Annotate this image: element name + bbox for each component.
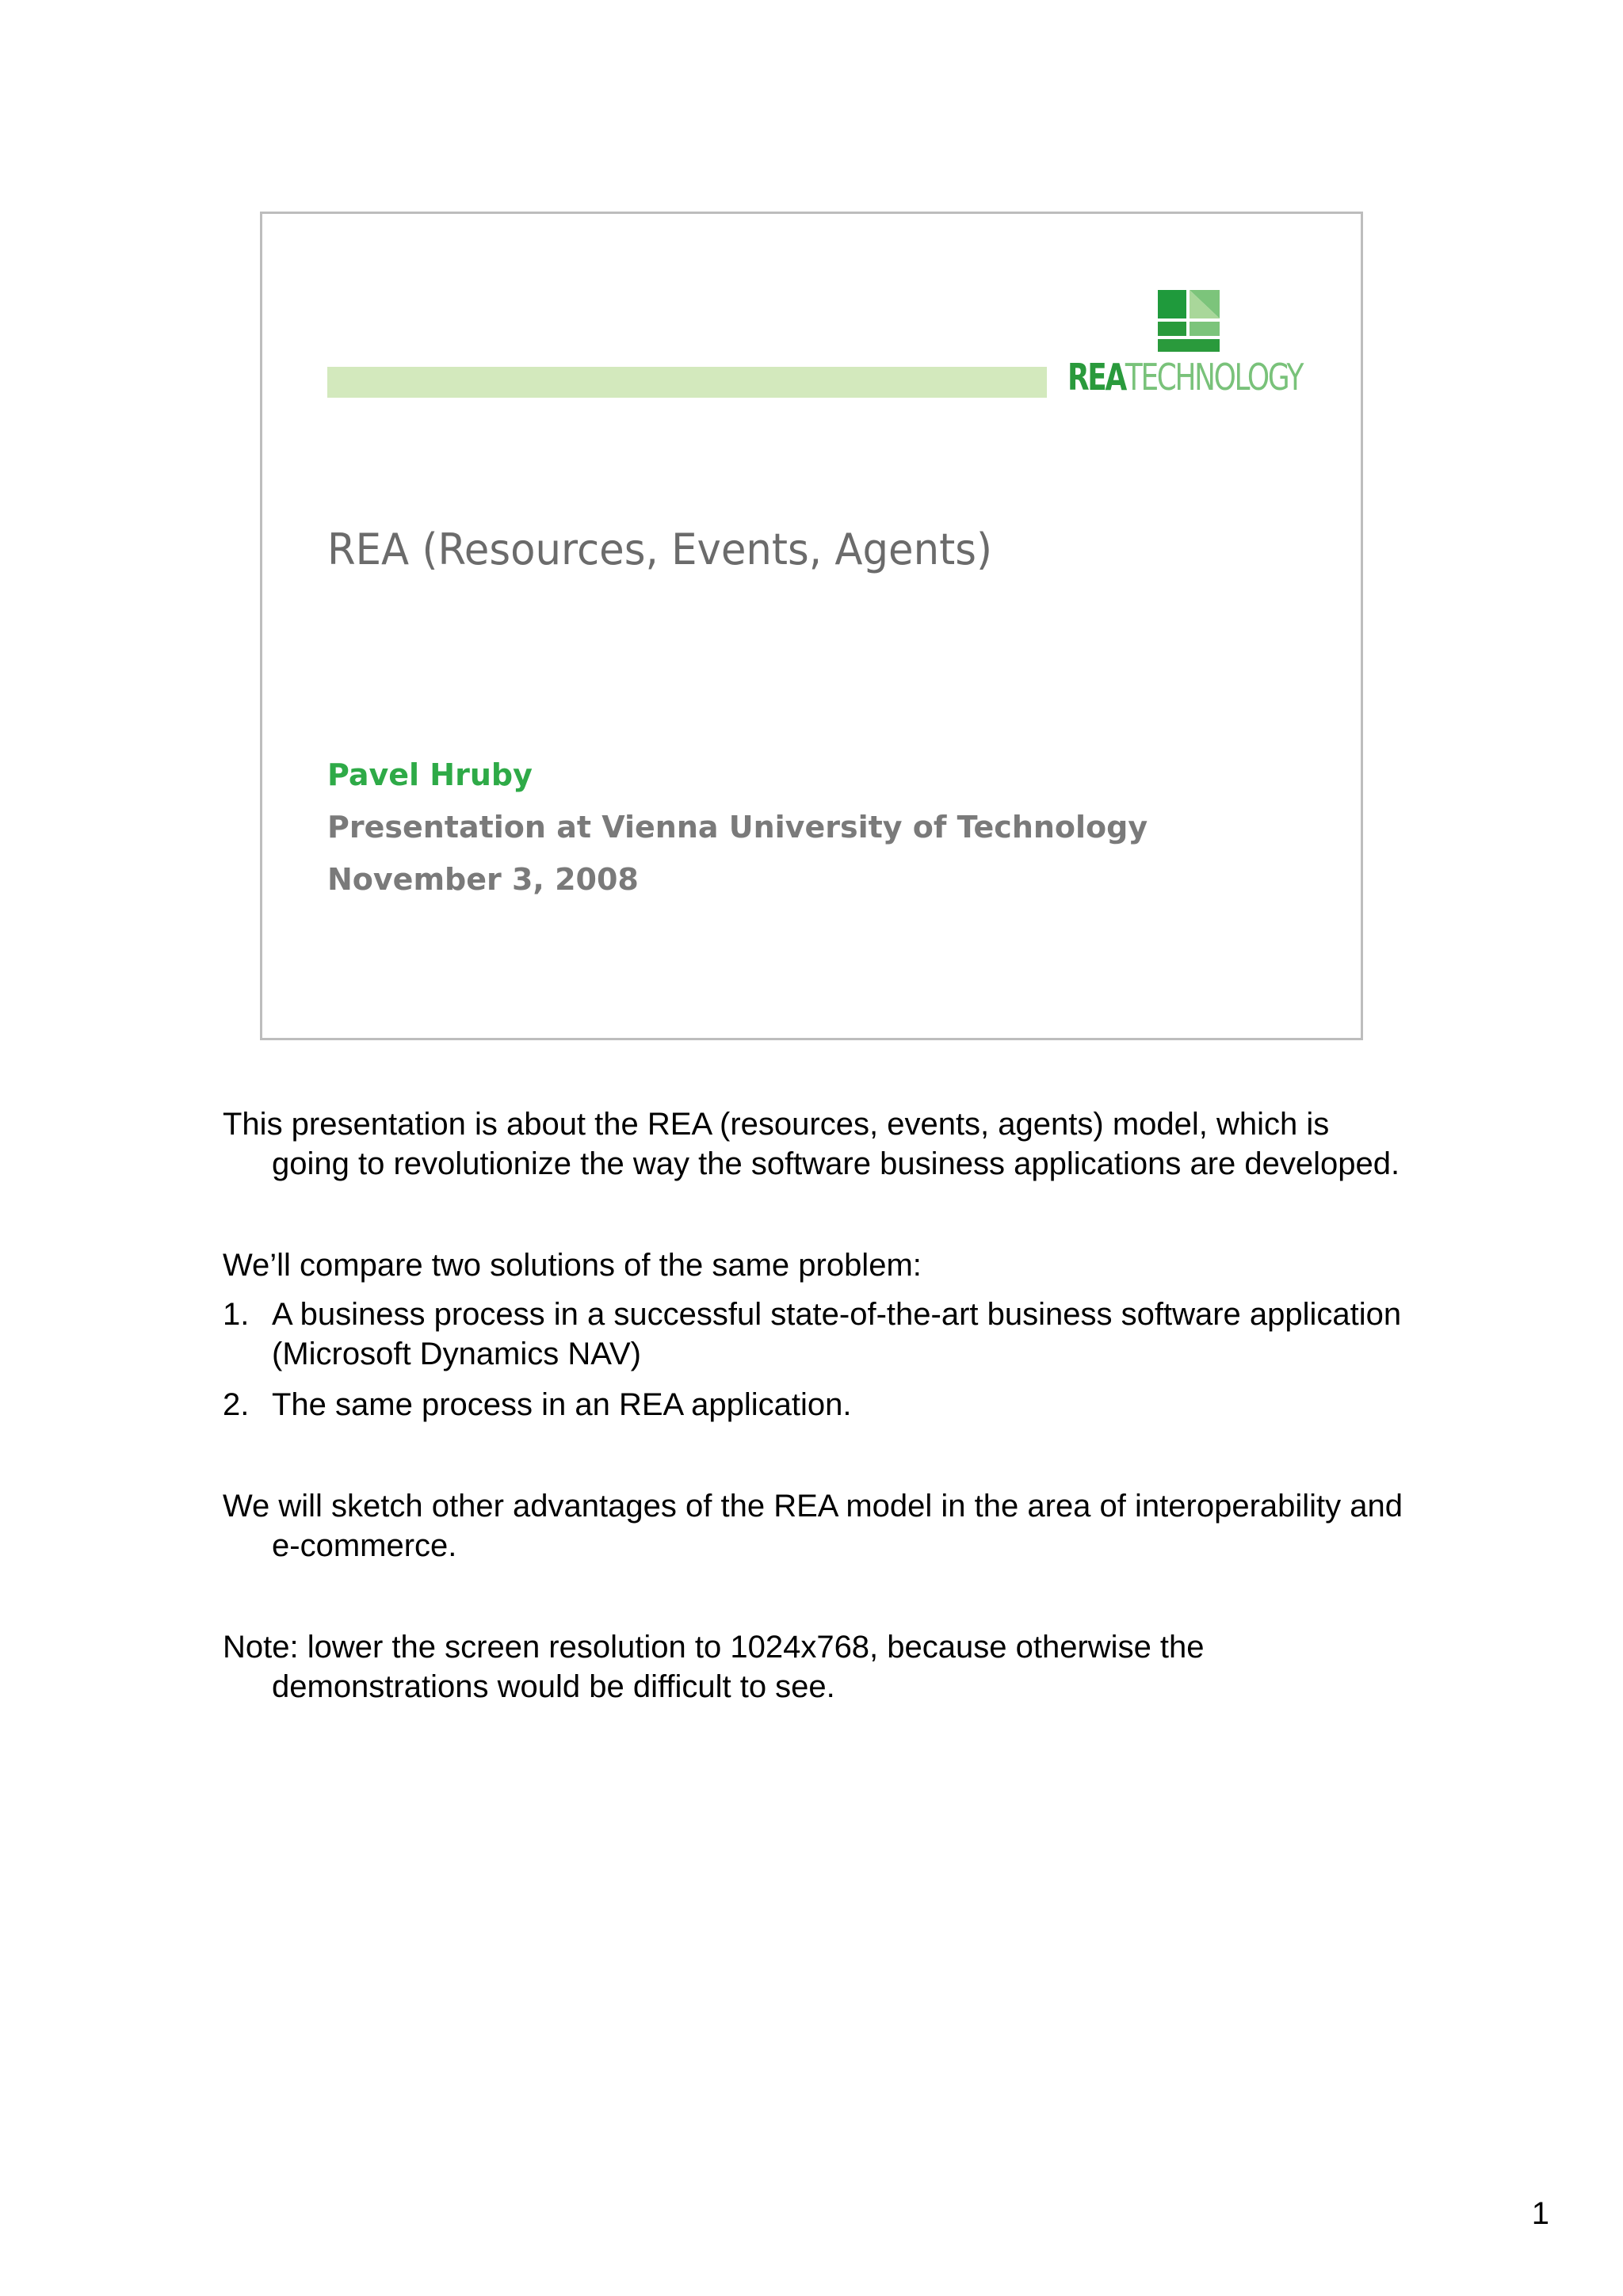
slide-subtitle: Presentation at Vienna University of Technology [327, 810, 1148, 845]
logo-text-rea: REA [1067, 356, 1125, 399]
notes-paragraph-advantages: We will sketch other advantages of the REA model in the area of interoperability and e-commerce. [223, 1489, 1403, 1563]
slide-author: Pavel Hruby [327, 757, 533, 792]
rea-technology-logo-icon [1158, 290, 1220, 352]
slide-title: REA (Resources, Events, Agents) [327, 524, 992, 574]
list-item-number: 2. [223, 1387, 250, 1422]
notes-numbered-list [223, 1295, 1411, 1425]
notes-comparison-intro: We’ll compare two solutions of the same problem: [223, 1248, 922, 1283]
slide-date: November 3, 2008 [327, 862, 639, 897]
notes-paragraph-note: Note: lower the screen resolution to 1024x768, because otherwise the demonstrations would be difficult to see. [223, 1630, 1205, 1704]
logo-text-technology: TECHNOLOGY [1125, 356, 1303, 399]
list-item-text: A business process in a successful state-of-the-art business software application (Microsoft Dynamics NAV) [272, 1297, 1402, 1371]
page-number: 1 [1531, 2196, 1549, 2231]
list-item [223, 1295, 1411, 1374]
list-item-number: 1. [223, 1297, 250, 1332]
logo-wordmark [1067, 356, 1303, 399]
list-item-text: The same process in an REA application. [272, 1387, 852, 1422]
header-bar [327, 367, 1047, 398]
slide-thumbnail [260, 212, 1363, 1040]
speaker-notes [223, 1104, 1411, 1768]
list-item [223, 1385, 1411, 1425]
notes-paragraph-intro: This presentation is about the REA (resources, events, agents) model, which is going to revolutionize the way the software business applications are developed. [223, 1107, 1400, 1181]
